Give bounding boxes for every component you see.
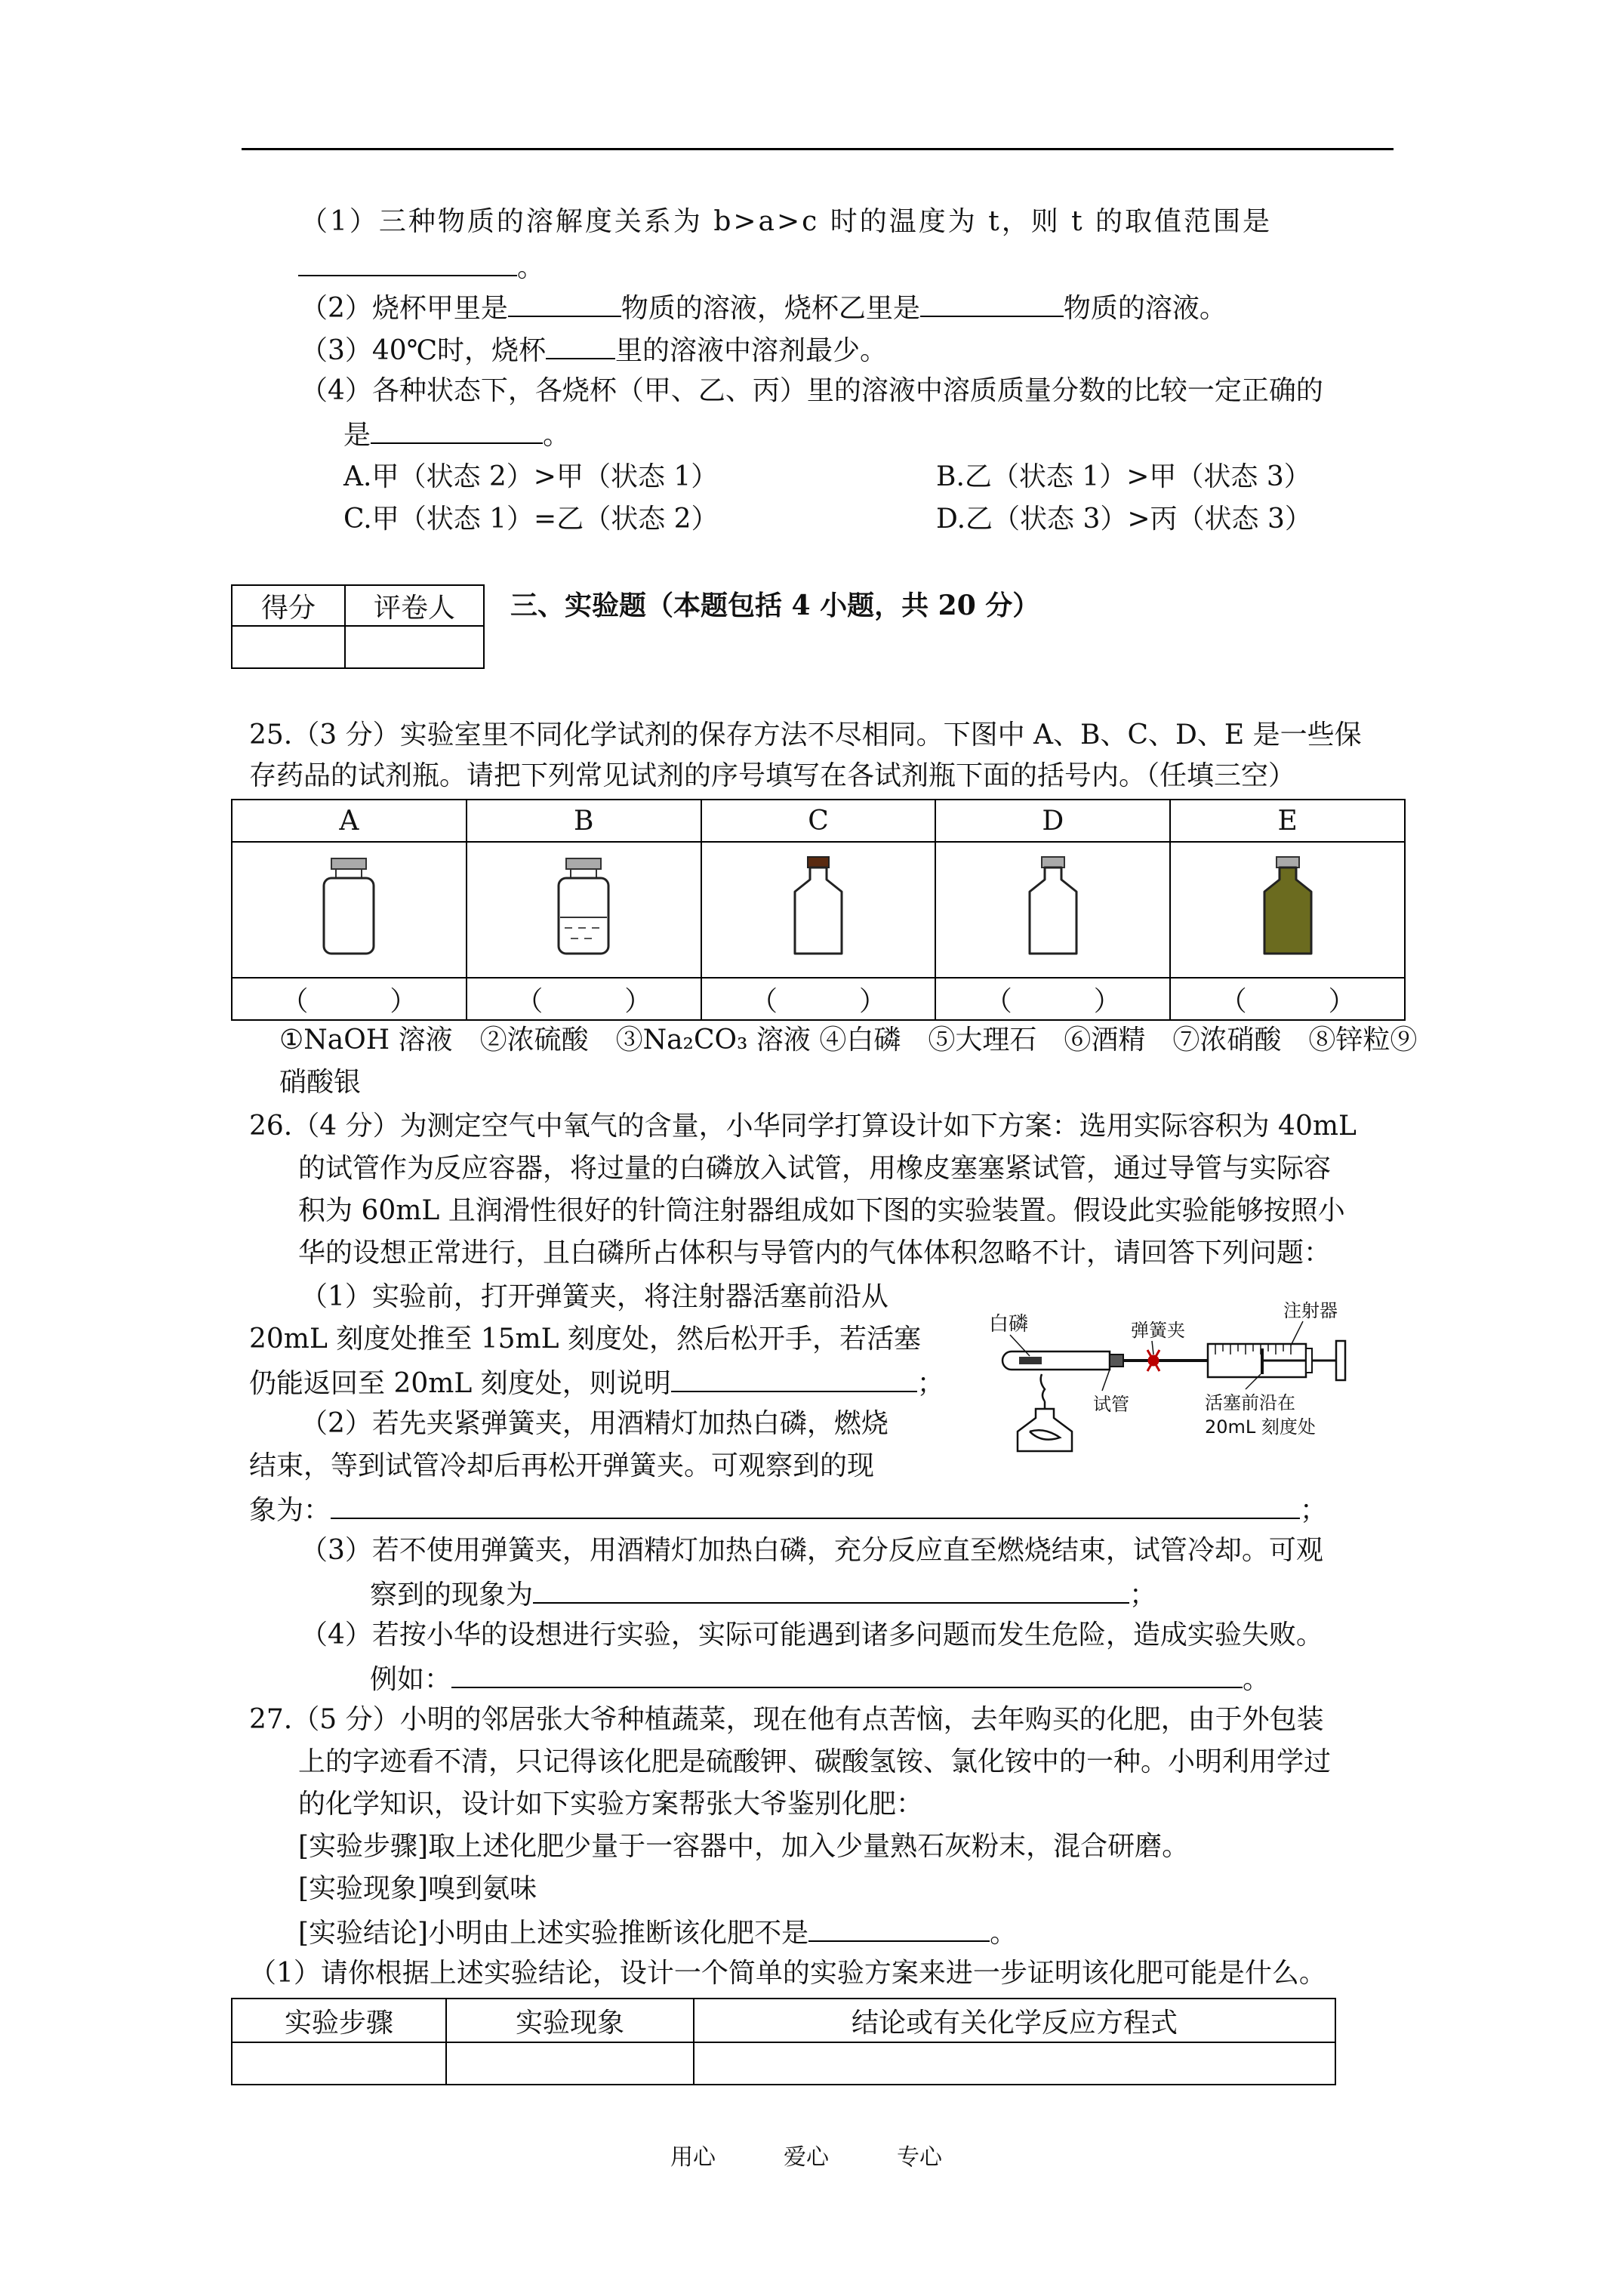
- bottle-label: E: [1170, 800, 1405, 842]
- q26-part4: （4）若按小华的设想进行实验，实际可能遇到诸多问题而发生危险，造成实验失败。: [300, 1620, 1323, 1650]
- q24-part4-cont: 是 。: [343, 417, 570, 452]
- answer-paren[interactable]: （ ）: [467, 978, 701, 1020]
- q26-intro: 积为 60mL 且润滑性很好的针筒注射器组成如下图的实验装置。假设此实验能够按照小: [298, 1195, 1345, 1226]
- label-test-tube: 试管: [1093, 1394, 1129, 1415]
- q24-part3: （3）40℃时，烧杯 里的溶液中溶剂最少。: [300, 332, 887, 368]
- answer-blank[interactable]: [451, 1661, 1243, 1688]
- bottle-label: D: [935, 800, 1170, 842]
- footer-text: 用心: [670, 2144, 716, 2171]
- q27-phenomenon: [实验现象]嗅到氨味: [298, 1873, 537, 1904]
- bottle-cell-e: [1170, 842, 1405, 978]
- header-rule: [242, 148, 1394, 150]
- page-footer: [670, 2138, 1010, 2171]
- q24-option-a: A.甲（状态 2）>甲（状态 1）: [343, 461, 719, 492]
- q24-part2: （2）烧杯甲里是 物质的溶液，烧杯乙里是 物质的溶液。: [300, 290, 1227, 325]
- table-header: 实验现象: [446, 1999, 694, 2042]
- q24-option-d: D.乙（状态 3）>丙（状态 3）: [936, 504, 1312, 535]
- bottle-label: A: [232, 800, 467, 842]
- answer-paren[interactable]: （ ）: [701, 978, 936, 1020]
- answer-paren[interactable]: （ ）: [935, 978, 1170, 1020]
- answer-blank[interactable]: [371, 417, 543, 444]
- answer-blank[interactable]: [508, 290, 621, 317]
- q25-line2: 存药品的试剂瓶。请把下列常见试剂的序号填写在各试剂瓶下面的括号内。（任填三空）: [249, 760, 1296, 791]
- table-cell[interactable]: [232, 2042, 446, 2085]
- q27-line: 27.（5 分）小明的邻居张大爷种植蔬菜，现在他有点苦恼，去年购买的化肥，由于外包装: [249, 1704, 1324, 1735]
- q24-part4: （4）各种状态下，各烧杯（甲、乙、丙）里的溶液中溶质质量分数的比较一定正确的: [300, 375, 1323, 406]
- bottle-table: [231, 799, 1406, 1021]
- label-plunger-1: 活塞前沿在: [1205, 1392, 1295, 1413]
- section-title: 三、实验题（本题包括 4 小题，共 20 分）: [510, 590, 1040, 621]
- answer-paren[interactable]: （ ）: [232, 978, 467, 1020]
- liquid-bottle-icon: [550, 854, 617, 960]
- narrow-mouth-bottle-icon: [784, 854, 852, 960]
- q27-line: 的化学知识，设计如下实验方案帮张大爷鉴别化肥：: [298, 1789, 924, 1820]
- syringe-icon: [1208, 1341, 1345, 1380]
- q26-part3: （3）若不使用弹簧夹，用酒精灯加热白磷，充分反应直至燃烧结束，试管冷却。可观: [300, 1535, 1323, 1566]
- q24-part1: （1）三种物质的溶解度关系为 b>a>c 时的温度为 t，则 t 的取值范围是: [300, 206, 1273, 237]
- label-syringe: 注射器: [1283, 1300, 1338, 1321]
- q24-option-b: B.乙（状态 1）>甲（状态 3）: [936, 461, 1311, 492]
- q26-part2: （2）若先夹紧弹簧夹，用酒精灯加热白磷，燃烧: [300, 1408, 888, 1439]
- narrow-mouth-bottle-icon: [1019, 854, 1087, 960]
- q26-part1: （1）实验前，打开弹簧夹，将注射器活塞前沿从: [300, 1281, 888, 1312]
- answer-blank[interactable]: [671, 1365, 917, 1392]
- q26-intro: 26.（4 分）为测定空气中氧气的含量，小华同学打算设计如下方案：选用实际容积为 40mL: [249, 1111, 1357, 1142]
- q26-part3: 察到的现象为 ；: [370, 1576, 1156, 1612]
- q26-intro: 的试管作为反应容器，将过量的白磷放入试管，用橡皮塞塞紧试管，通过导管与实际容: [298, 1153, 1332, 1184]
- answer-blank[interactable]: [920, 290, 1064, 317]
- answer-blank[interactable]: [808, 1915, 990, 1942]
- reagent-list: ①NaOH 溶液 ②浓硫酸 ③Na₂CO₃ 溶液 ④白磷 ⑤大理石 ⑥酒精 ⑦浓硝酸 ⑧锌粒⑨: [279, 1025, 1418, 1056]
- label-white-phosphorus: 白磷: [989, 1313, 1029, 1336]
- q24-part1-cont: 。: [298, 249, 544, 285]
- q27-line: 上的字迹看不清，只记得该化肥是硫酸钾、碳酸氢铵、氯化铵中的一种。小明利用学过: [298, 1746, 1332, 1777]
- white-phosphorus-icon: [1019, 1357, 1042, 1364]
- q26-part1: 仍能返回至 20mL 刻度处，则说明 ；: [249, 1365, 944, 1401]
- answer-paren[interactable]: （ ）: [1170, 978, 1405, 1020]
- table-cell[interactable]: [694, 2042, 1335, 2085]
- q26-part2: 象为： ；: [249, 1492, 1327, 1527]
- experiment-table: [231, 1998, 1336, 2085]
- label-plunger-2: 20mL 刻度处: [1205, 1416, 1316, 1438]
- answer-blank[interactable]: [546, 332, 615, 359]
- label-spring-clamp: 弹簧夹: [1131, 1320, 1185, 1341]
- bottle-label: B: [467, 800, 701, 842]
- brown-bottle-icon: [1254, 854, 1322, 960]
- q27-step: [实验步骤]取上述化肥少量于一容器中，加入少量熟石灰粉末，混合研磨。: [298, 1831, 1190, 1862]
- bottle-cell-a: [232, 842, 467, 978]
- grader-label: 评卷人: [345, 585, 484, 626]
- q24-option-c: C.甲（状态 1）=乙（状态 2）: [343, 504, 719, 535]
- bottle-cell-b: [467, 842, 701, 978]
- wide-mouth-bottle-icon: [315, 854, 383, 960]
- footer-text: 爱心: [784, 2144, 829, 2171]
- q26-part2: 结束，等到试管冷却后再松开弹簧夹。可观察到的现: [249, 1450, 875, 1481]
- table-cell[interactable]: [446, 2042, 694, 2085]
- answer-blank[interactable]: [533, 1576, 1129, 1604]
- q26-part1: 20mL 刻度处推至 15mL 刻度处，然后松开手，若活塞: [249, 1324, 922, 1354]
- apparatus-diagram: [966, 1276, 1397, 1465]
- footer-text: 专心: [897, 2144, 942, 2171]
- score-field[interactable]: [232, 626, 345, 668]
- bottle-cell-c: [701, 842, 936, 978]
- answer-blank[interactable]: [298, 249, 517, 276]
- q27-conclusion: [实验结论]小明由上述实验推断该化肥不是 。: [298, 1915, 1017, 1950]
- q26-intro: 华的设想正常进行，且白磷所占体积与导管内的气体体积忽略不计，请回答下列问题：: [298, 1237, 1332, 1268]
- q26-part4: 例如： 。: [370, 1661, 1270, 1697]
- table-header: 实验步骤: [232, 1999, 446, 2042]
- q25-line1: 25.（3 分）实验室里不同化学试剂的保存方法不尽相同。下图中 A、B、C、D、E 是一些保: [249, 720, 1362, 750]
- score-label: 得分: [232, 585, 345, 626]
- table-header: 结论或有关化学反应方程式: [694, 1999, 1335, 2042]
- score-box: [231, 584, 485, 669]
- alcohol-lamp-icon: [1018, 1374, 1072, 1451]
- bottle-label: C: [701, 800, 936, 842]
- answer-blank[interactable]: [331, 1492, 1300, 1519]
- bottle-cell-d: [935, 842, 1170, 978]
- stopper-icon: [1110, 1354, 1123, 1367]
- reagent-list-cont: 硝酸银: [279, 1067, 362, 1098]
- test-tube-icon: [1002, 1351, 1110, 1370]
- grader-field[interactable]: [345, 626, 484, 668]
- q27-sub1: （1）请你根据上述实验结论，设计一个简单的实验方案来进一步证明该化肥可能是什么。: [249, 1958, 1326, 1989]
